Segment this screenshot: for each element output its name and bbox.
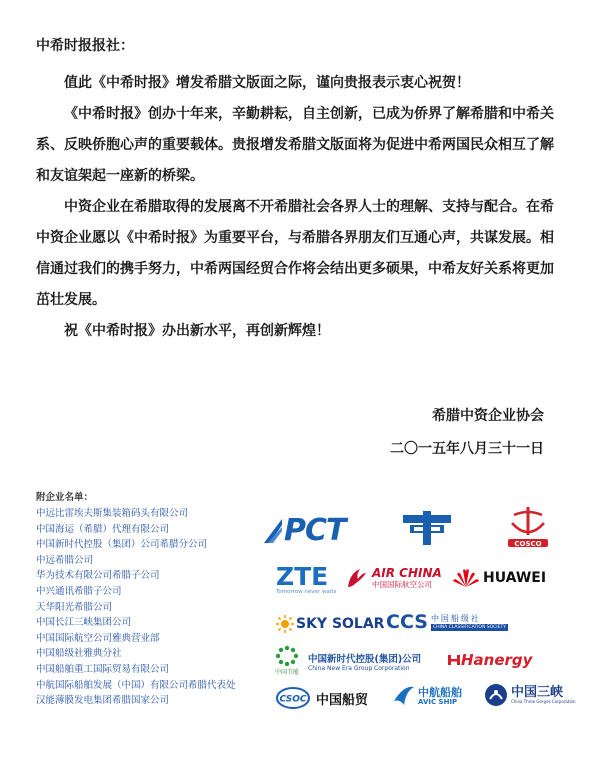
china-new-era-logo (308, 651, 421, 672)
sun-icon (276, 615, 294, 633)
csoc-emblem-icon (276, 687, 310, 709)
member-logos (262, 505, 592, 735)
ccs-en-text: CHINA CLASSIFICATION SOCIETY (432, 625, 506, 630)
cosco-anchor-icon (502, 505, 554, 549)
svg-text:COSCO: COSCO (514, 540, 542, 548)
signature-block (390, 400, 544, 466)
hanergy-mark-icon (448, 653, 460, 667)
member-list-heading: 附企业名单： (36, 492, 94, 503)
paragraph-1: 值此《中希时报》增发希腊文版面之际，谨向贵报表示衷心祝贺！ (64, 75, 470, 91)
hanergy-text: Hanergy (461, 651, 533, 669)
list-item: 中国新时代控股（集团）公司希腊分公司 (36, 539, 208, 551)
list-item: 中国船级社雅典分社 (36, 648, 122, 660)
paragraph-3: 中资企业在希腊取得的发展离不开希腊社会各界人士的理解、支持与配合。在希中资企业愿以《中希时报》为重要平台，与希腊各界朋友们互通心声，共谋发展。相信通过我们的携手努力，中希两国经贸合作将会结出更多硕果，中希友好关系将更加茁壮发展。 (36, 199, 554, 308)
avic-wing-icon (392, 683, 416, 709)
zte-text: ZTE (276, 562, 329, 591)
list-item: 中远比雷埃夫斯集装箱码头有限公司 (36, 508, 189, 519)
csoc-text: CSOC (279, 694, 307, 705)
air-china-text: AIR CHINA (372, 565, 442, 580)
avic-ship-logo (392, 683, 462, 709)
zte-logo (276, 562, 337, 595)
csoc-cn-text: 中国船贸 (316, 692, 369, 708)
paragraph-4: 祝《中希时报》办出新水平，再创新辉煌！ (64, 323, 330, 339)
zte-slogan: Tomorrow never waits (276, 589, 337, 595)
energy-conservation-logo (274, 645, 300, 676)
list-item: 中航国际船舶发展（中国）有限公司希腊代表处 (36, 679, 236, 691)
green-ring-icon (274, 645, 300, 667)
avic-cn-text: 中航船舶 (418, 685, 462, 699)
huawei-text: HUAWEI (483, 570, 547, 586)
hanergy-logo (448, 651, 532, 669)
huawei-logo (452, 567, 546, 589)
list-item: 汉能薄膜发电集团希腊国家公司 (36, 695, 170, 707)
list-item: 中国船舶重工国际贸易有限公司 (36, 663, 170, 675)
ccs-cn-text: 中国船级社 (430, 614, 481, 623)
three-gorges-logo (484, 683, 576, 707)
list-item: 中国海运（希腊）代理有限公司 (36, 523, 170, 535)
paragraph-2: 《中希时报》创办十年来，辛勤耕耘，自主创新，已成为侨界了解希腊和中希关系、反映侨胞心声的重要载体。贵报增发希腊文版面将为促进中希两国民众相互了解和友谊架起一座新的桥梁。 (36, 106, 554, 184)
phoenix-icon (344, 565, 370, 591)
three-gorges-emblem-icon (484, 683, 508, 707)
huawei-petals-icon (452, 567, 480, 589)
list-item: 华为技术有限公司希腊子公司 (36, 570, 160, 582)
list-item: 中国国际航空公司雅典营业部 (36, 632, 160, 644)
cosco-logo (502, 505, 554, 549)
signature: 希腊中资企业协会 (432, 408, 544, 424)
member-list (36, 490, 266, 709)
three-gorges-cn-text: 中国三峡 (511, 685, 564, 700)
china-shipping-emblem-icon (402, 511, 452, 545)
csoc-logo (276, 687, 368, 709)
china-new-era-en-text: China New Era Group Corporation (308, 665, 410, 672)
list-item: 中兴通讯希腊子公司 (36, 585, 122, 597)
avic-en-text: AVIC SHIP (418, 697, 458, 706)
congratulatory-letter (36, 36, 566, 347)
three-gorges-en-text: China Three Gorges Corporation (511, 699, 576, 704)
list-item: 中国长江三峡集团公司 (36, 617, 132, 629)
pct-text: PCT (284, 513, 346, 548)
china-new-era-cn-text: 中国新时代控股(集团)公司 (308, 654, 422, 665)
ccs-logo (386, 611, 508, 633)
pct-wing-icon (262, 517, 284, 545)
sky-solar-text: SKY SOLAR (296, 616, 385, 632)
ccs-text: CCS (386, 611, 428, 633)
air-china-logo (344, 565, 442, 591)
energy-conservation-text: 中国节能 (274, 669, 299, 676)
cosco-shipping-logo (402, 511, 452, 545)
salutation: 中希时报报社： (36, 38, 134, 54)
sky-solar-logo (276, 615, 384, 633)
pct-logo (262, 513, 345, 548)
date: 二〇一五年八月三十一日 (390, 441, 544, 457)
list-item: 天华阳光希腊公司 (36, 601, 113, 613)
list-item: 中远希腊公司 (36, 554, 94, 566)
air-china-cn-text: 中国国际航空公司 (372, 579, 432, 589)
